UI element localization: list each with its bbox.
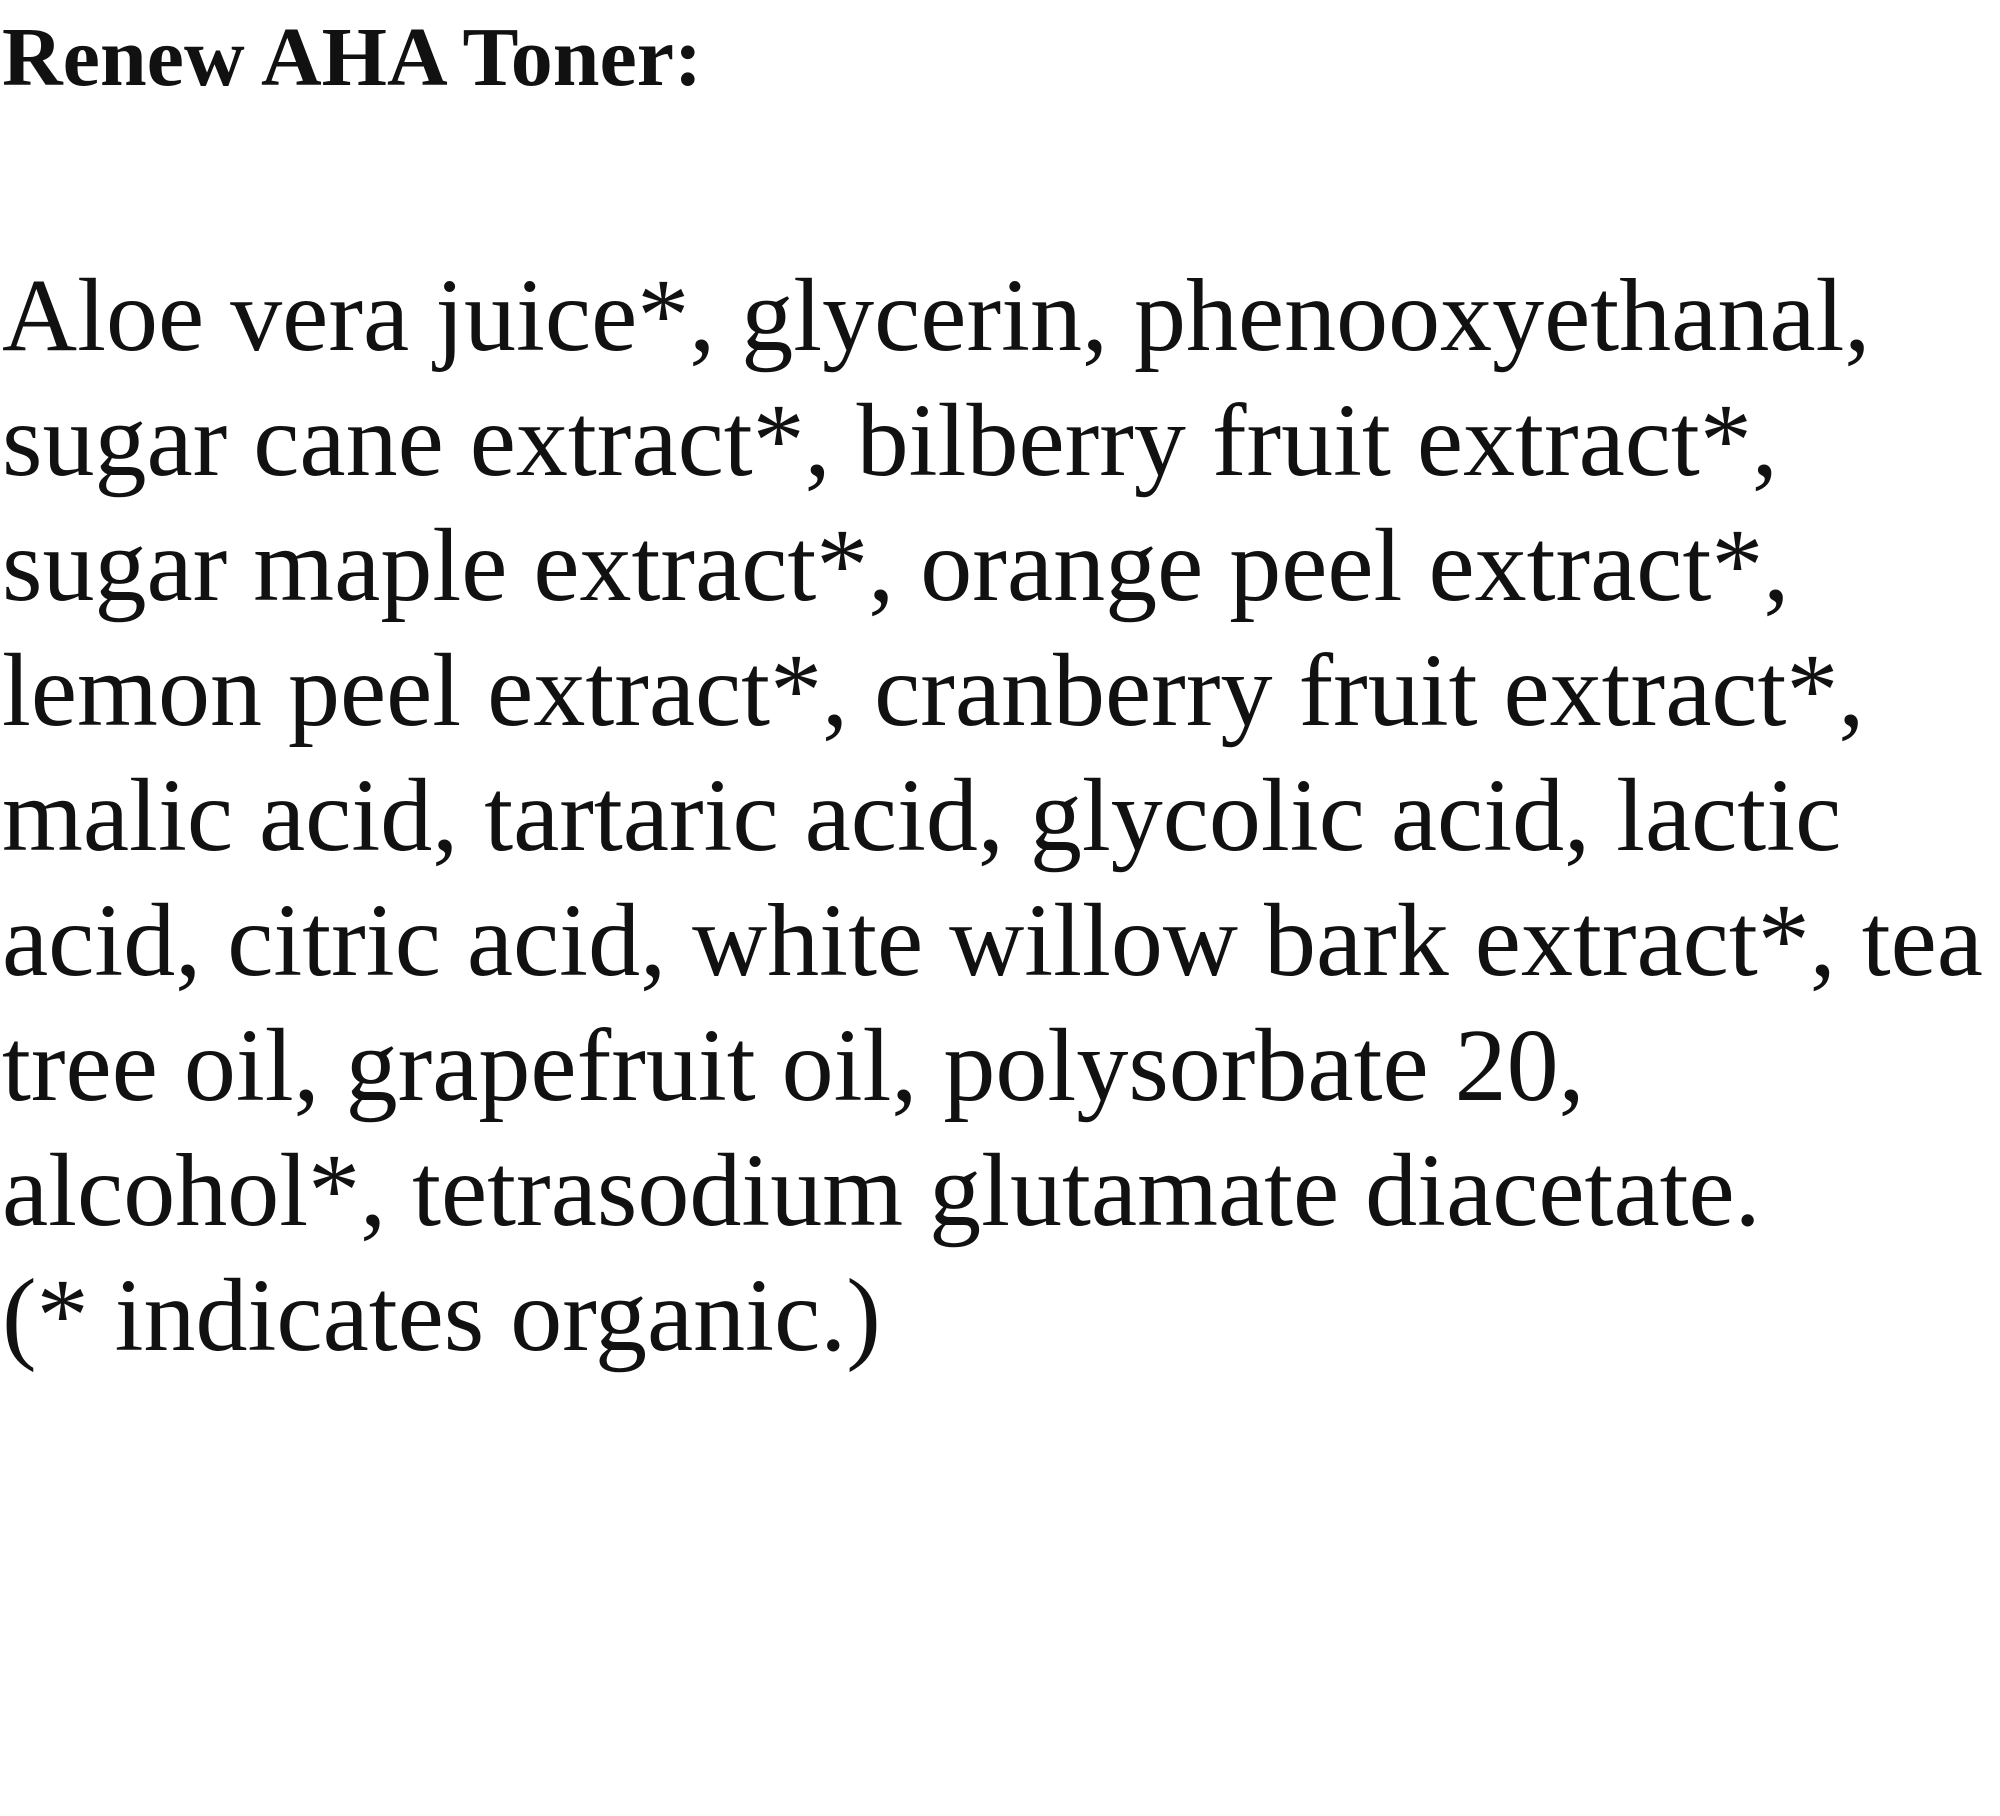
ingredients-line: lemon peel extract*, cranberry fruit extract*,: [2, 633, 1865, 748]
organic-footnote: (* indicates organic.): [2, 1258, 881, 1373]
ingredients-line: malic acid, tartaric acid, glycolic acid, lactic: [2, 758, 1842, 873]
ingredients-line: alcohol*, tetrasodium glutamate diacetate.: [2, 1133, 1761, 1248]
document: [2, 0, 1992, 1378]
ingredients-line: acid, citric acid, white willow bark extract*, tea: [2, 883, 1983, 998]
ingredients-line: Aloe vera juice*, glycerin, phenooxyethanal,: [2, 258, 1871, 373]
ingredients-line: sugar cane extract*, bilberry fruit extract*,: [2, 383, 1778, 498]
ingredients-line: tree oil, grapefruit oil, polysorbate 20,: [2, 1008, 1585, 1123]
ingredients-line: sugar maple extract*, orange peel extract*,: [2, 508, 1790, 623]
ingredients-list: [2, 253, 1992, 1378]
product-title: Renew AHA Toner:: [2, 11, 703, 104]
